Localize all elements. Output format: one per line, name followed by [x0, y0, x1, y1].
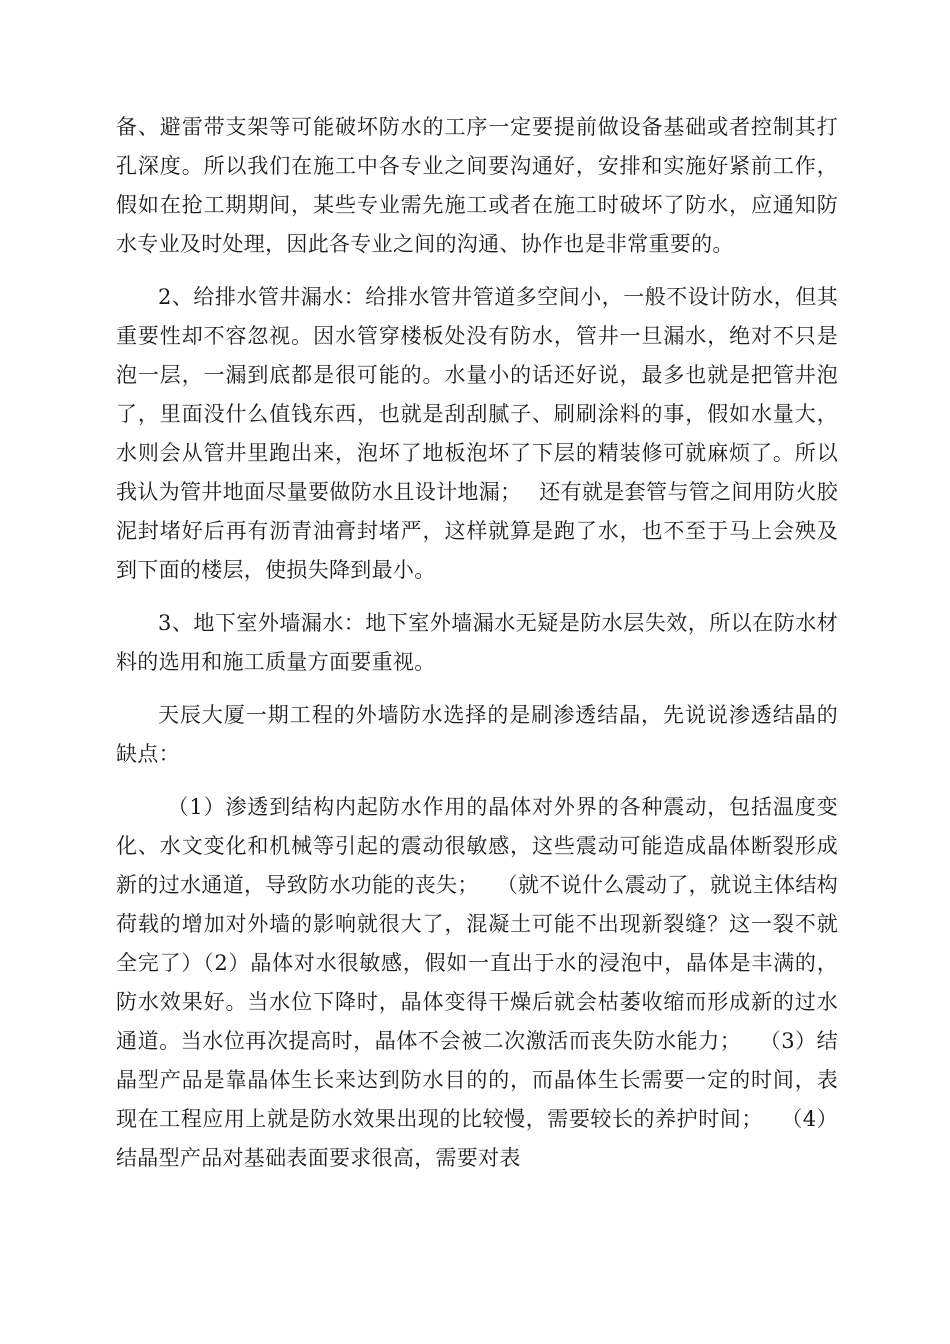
paragraph-crystal-drawbacks: （1）渗透到结构内起防水作用的晶体对外界的各种震动，包括温度变化、水文变化和机械等引起的震动很敏感，这些震动可能造成晶体断裂形成新的过水通道，导致防水功能的丧失； （就不说什么震动了，就说主体结构荷载的增加对外墙的影响就很大了，混凝土可能不出现新裂缝？这一裂不就全完了）（2）晶体对水很敏感，假如一直出于水的浸泡中，晶体是丰满的，防水效果好。当水位下降时，晶体变得干燥后就会枯萎收缩而形成新的过水通道。当水位再次提高时，晶体不会被二次激活而丧失防水能力； （3）结晶型产品是靠晶体生长来达到防水目的的，而晶体生长需要一定的时间，表现在工程应用上就是防水效果出现的比较慢，需要较长的养护时间； （4）结晶型产品对基础表面要求很高，需要对表: [116, 795, 838, 1170]
paragraph-basement-wall-leak: 3、地下室外墙漏水：地下室外墙漏水无疑是防水层失效，所以在防水材料的选用和施工质量方面要重视。: [116, 611, 838, 674]
document-body: [116, 108, 838, 1178]
paragraph-tianchen-intro: 天辰大厦一期工程的外墙防水选择的是刷渗透结晶，先说说渗透结晶的缺点：: [116, 703, 838, 766]
paragraph-continuation: 备、避雷带支架等可能破坏防水的工序一定要提前做设备基础或者控制其打孔深度。所以我们在施工中各专业之间要沟通好，安排和实施好紧前工作，假如在抢工期期间，某些专业需先施工或者在施工时破坏了防水，应通知防水专业及时处理，因此各专业之间的沟通、协作也是非常重要的。: [116, 115, 838, 256]
paragraph-pipe-well-leak: 2、给排水管井漏水：给排水管井管道多空间小，一般不设计防水，但其重要性却不容忽视。因水管穿楼板处没有防水，管井一旦漏水，绝对不只是泡一层，一漏到底都是很可能的。水量小的话还好说，最多也就是把管井泡了，里面没什么值钱东西，也就是刮刮腻子、刷刷涂料的事，假如水量大，水则会从管井里跑出来，泡坏了地板泡坏了下层的精装修可就麻烦了。所以我认为管井地面尽量要做防水且设计地漏； 还有就是套管与管之间用防火胶泥封堵好后再有沥青油膏封堵严，这样就算是跑了水，也不至于马上会殃及到下面的楼层，使损失降到最小。: [116, 285, 838, 582]
